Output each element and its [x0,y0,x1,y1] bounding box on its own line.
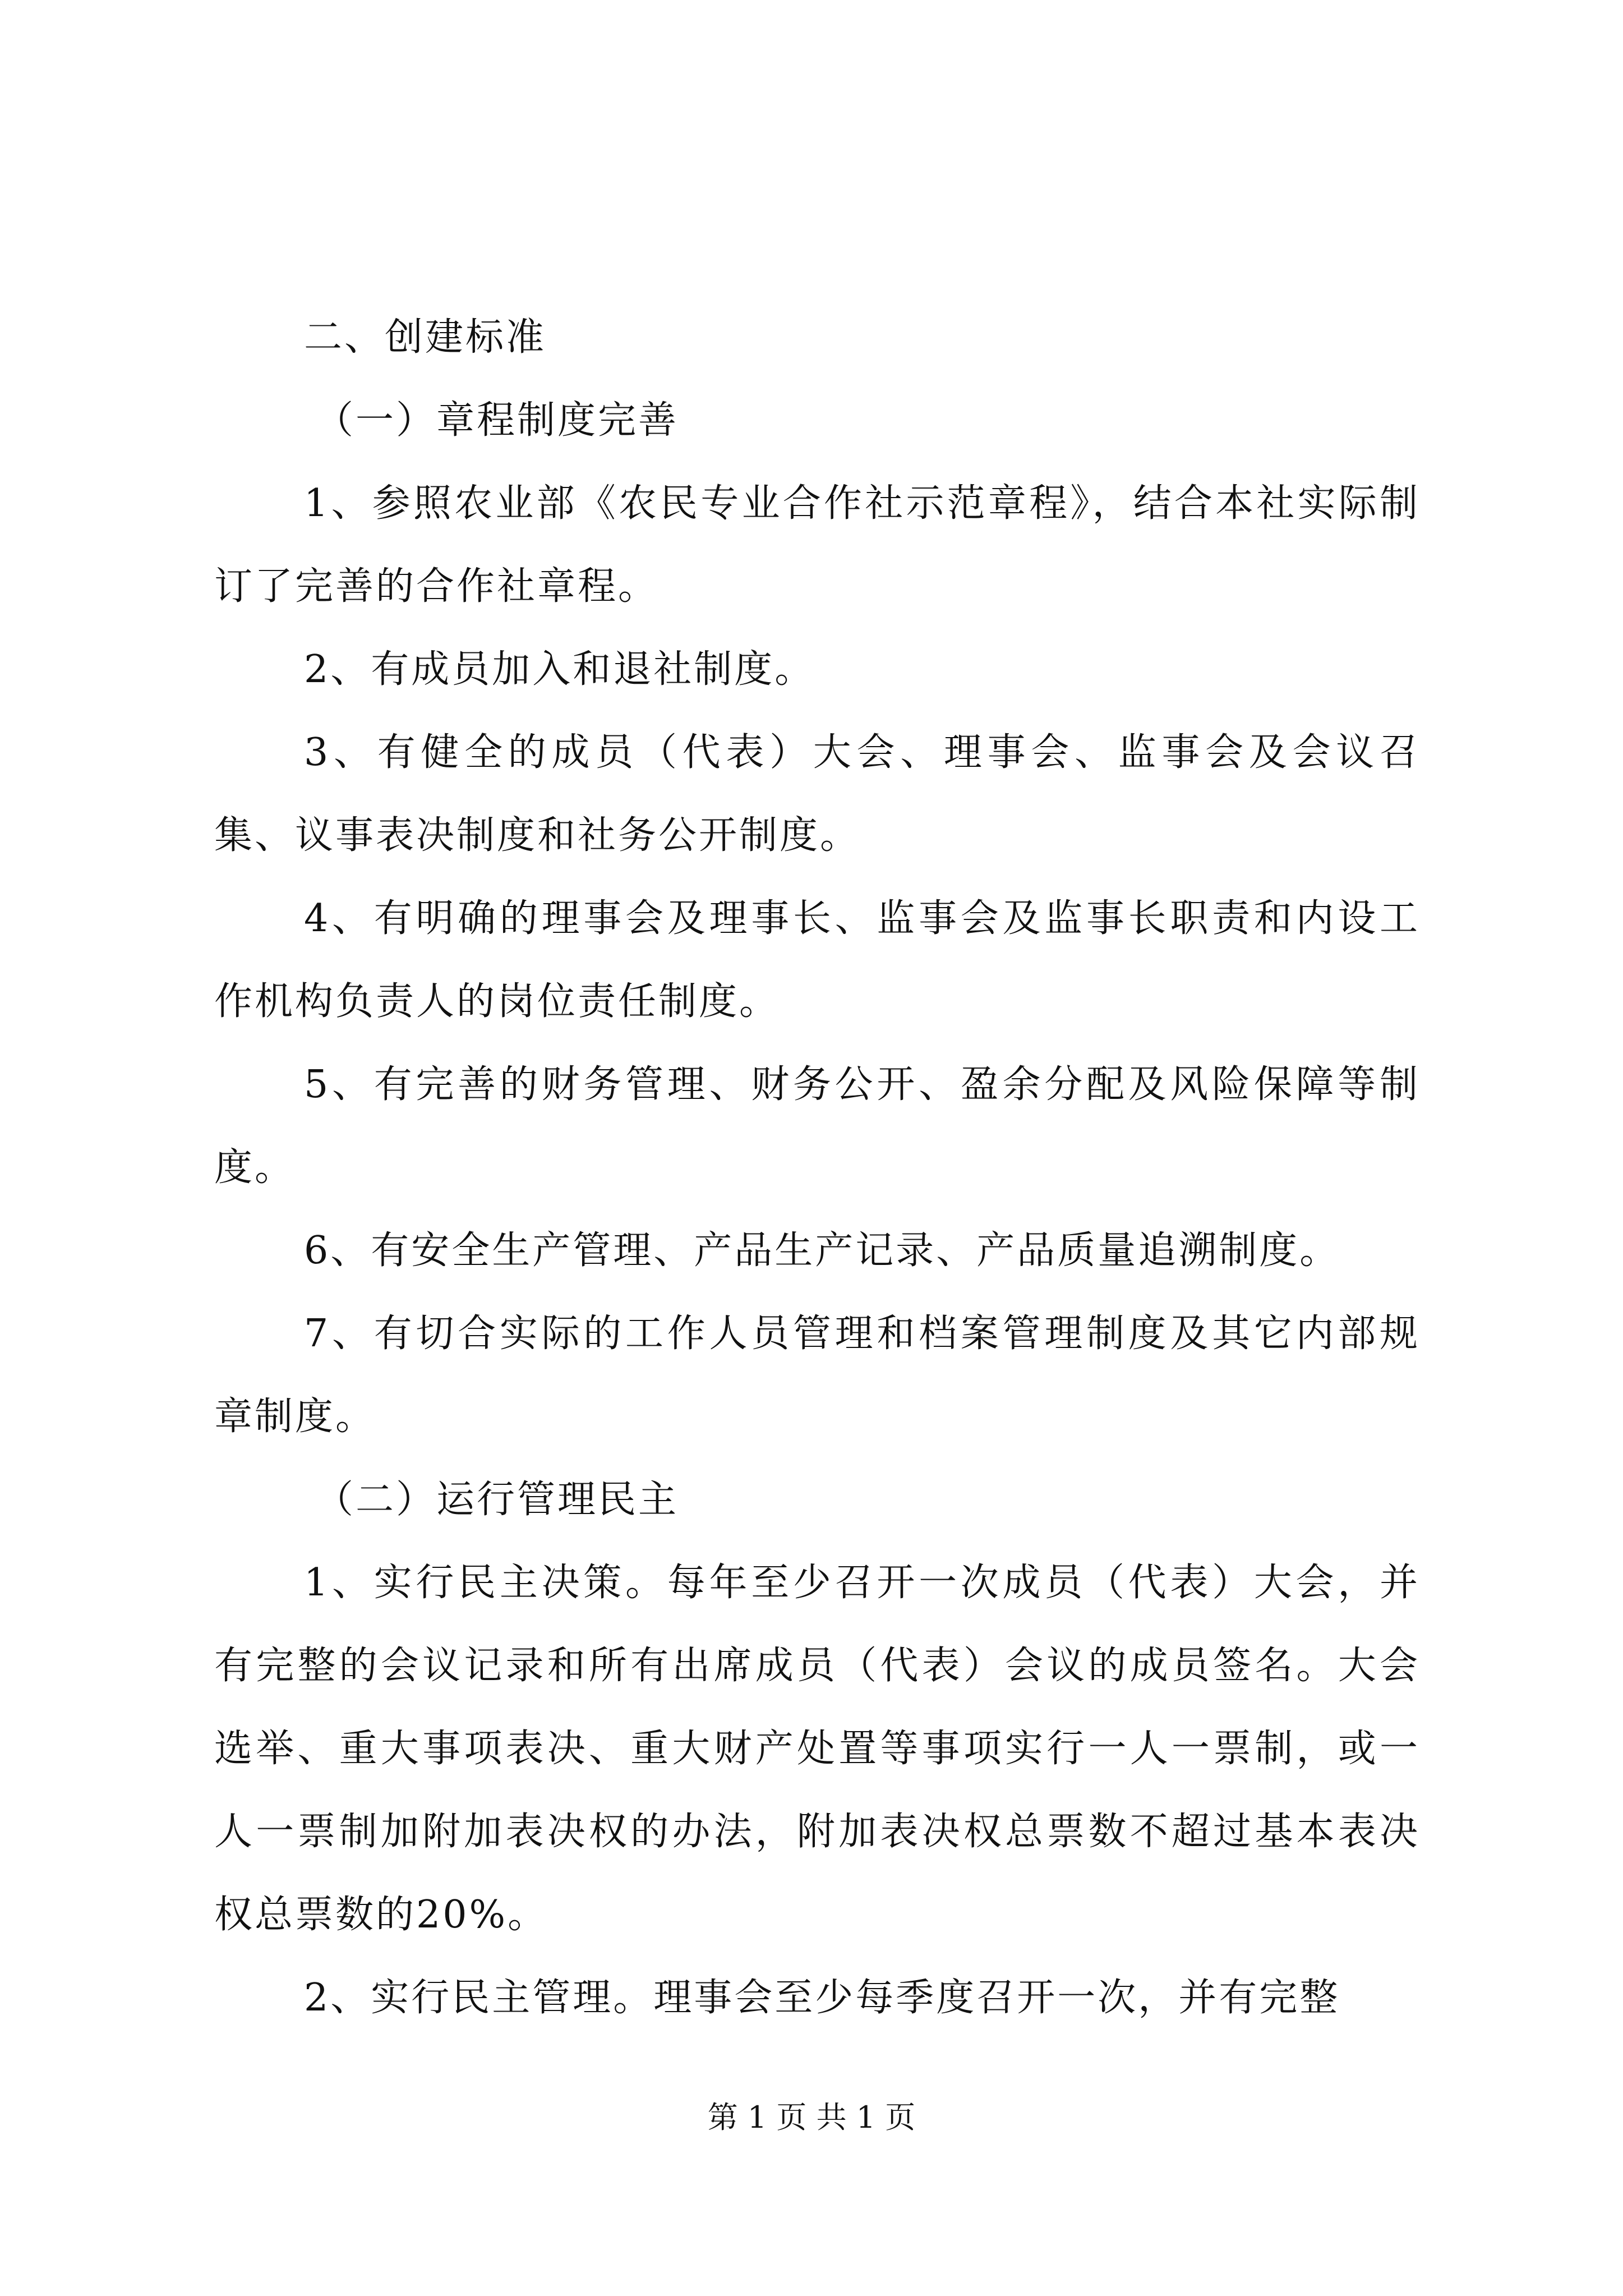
paragraph: 3、有健全的成员（代表）大会、理事会、监事会及会议召集、议事表决制度和社务公开制度。 [214,730,1420,858]
document-body [214,296,1420,2040]
paragraph: 6、有安全生产管理、产品生产记录、产品质量追溯制度。 [304,1228,1340,1273]
section-heading: 二、创建标准 [304,315,547,360]
subsection-heading: （二）运行管理民主 [315,1478,679,1522]
paragraph: 2、实行民主管理。理事会至少每季度召开一次，并有完整 [304,1976,1340,2020]
page-footer: 第 1 页 共 1 页 [707,2100,916,2135]
paragraph: 2、有成员加入和退社制度。 [304,647,815,692]
paragraph: 7、有切合实际的工作人员管理和档案管理制度及其它内部规章制度。 [214,1312,1420,1439]
subsection-heading: （一）章程制度完善 [315,398,679,443]
paragraph: 4、有明确的理事会及理事长、监事会及监事长职责和内设工作机构负责人的岗位责任制度。 [214,896,1420,1024]
paragraph: 5、有完善的财务管理、财务公开、盈余分配及风险保障等制度。 [214,1062,1420,1190]
paragraph: 1、实行民主决策。每年至少召开一次成员（代表）大会，并有完整的会议记录和所有出席成员（代表）会议的成员签名。大会选举、重大事项表决、重大财产处置等事项实行一人一票制，或一人一票制加附加表决权的办法，附加表决权总票数不超过基本表决权总票数的20%。 [214,1561,1420,1937]
paragraph: 1、参照农业部《农民专业合作社示范章程》，结合本社实际制订了完善的合作社章程。 [214,481,1420,609]
